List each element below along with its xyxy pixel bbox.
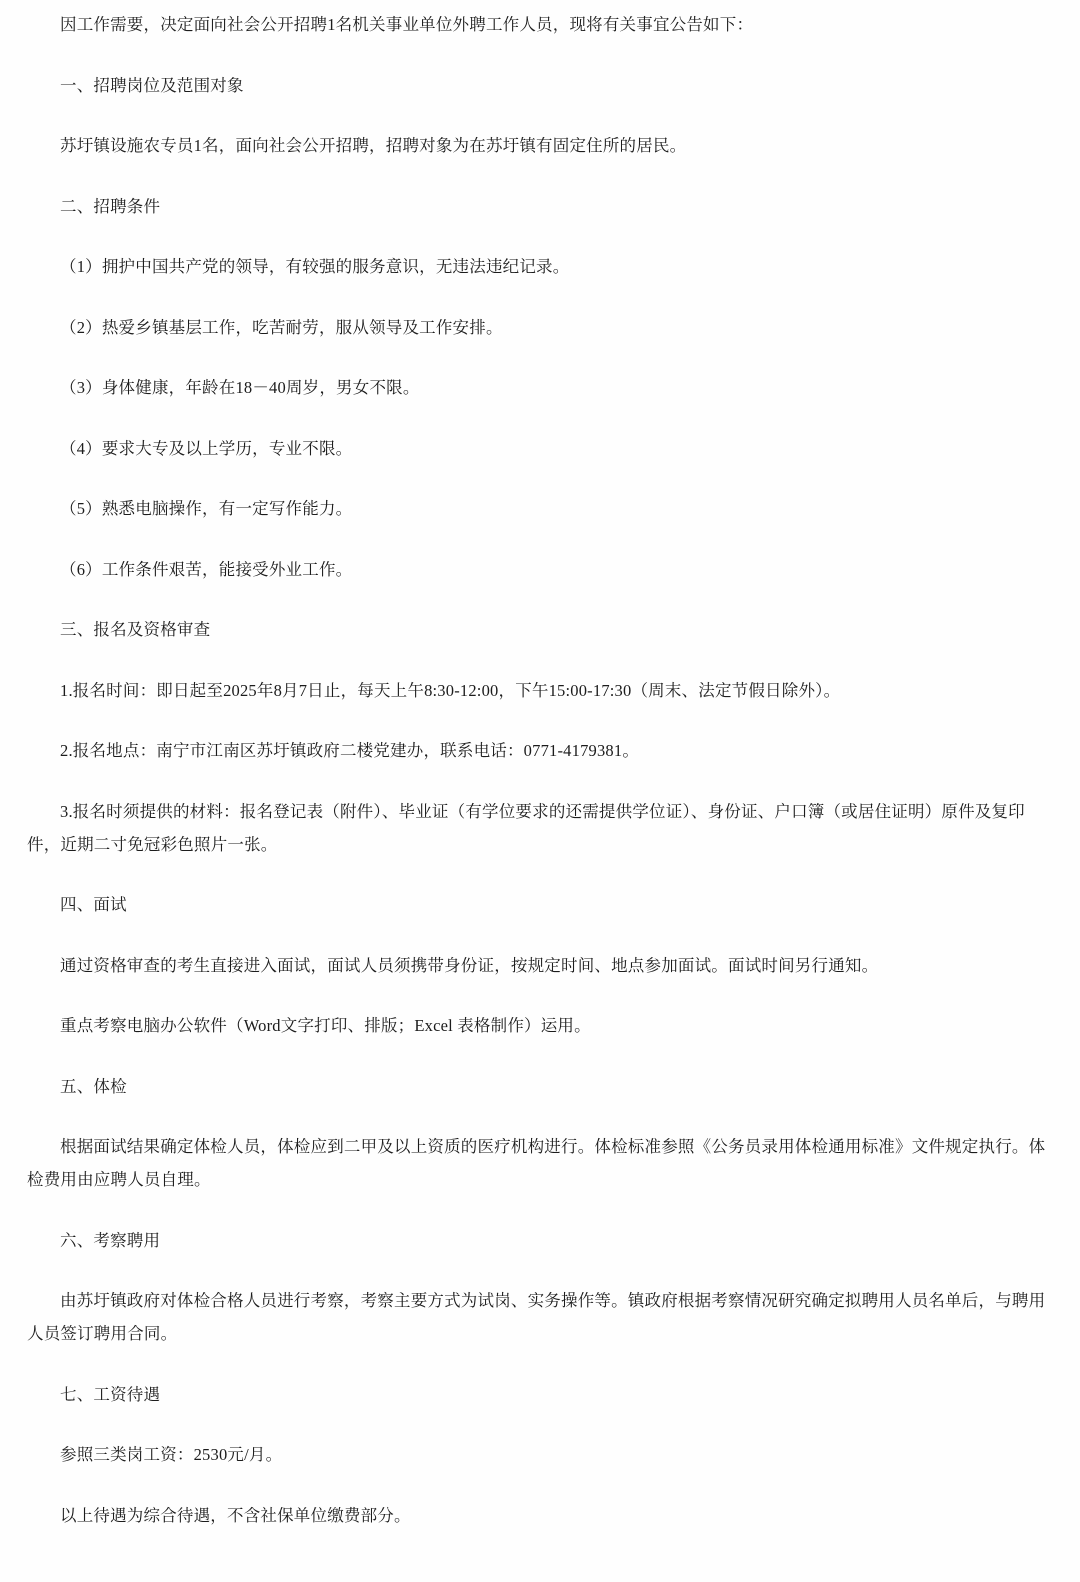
inspection-body: 由苏圩镇政府对体检合格人员进行考察，考察主要方式为试岗、实务操作等。镇政府根据考察情况研究确定拟聘用人员名单后，与聘用人员签订聘用合同。 <box>27 1291 1046 1343</box>
condition-item-5: （5）熟悉电脑操作，有一定写作能力。 <box>60 499 353 518</box>
section-4-heading: 四、面试 <box>60 895 127 914</box>
salary-note: 以上待遇为综合待遇，不含社保单位缴费部分。 <box>60 1505 411 1525</box>
condition-item-1: （1）拥护中国共产党的领导，有较强的服务意识，无违法违纪记录。 <box>60 257 570 276</box>
interview-focus: 重点考察电脑办公软件（Word文字打印、排版；Excel 表格制作）运用。 <box>60 1016 591 1035</box>
registration-materials: 3.报名时须提供的材料：报名登记表（附件）、毕业证（有学位要求的还需提供学位证）、身份证、户口簿（或居住证明）原件及复印件，近期二寸免冠彩色照片一张。 <box>27 801 1025 854</box>
registration-time: 1.报名时间：即日起至2025年8月7日止，每天上午8:30-12:00，下午15:00-17:30（周末、法定节假日除外）。 <box>60 680 841 700</box>
condition-item-6: （6）工作条件艰苦，能接受外业工作。 <box>60 559 353 579</box>
interview-body: 通过资格审查的考生直接进入面试，面试人员须携带身份证，按规定时间、地点参加面试。面试时间另行通知。 <box>60 955 879 975</box>
condition-item-4: （4）要求大专及以上学历，专业不限。 <box>60 438 353 458</box>
physical-exam-body: 根据面试结果确定体检人员，体检应到二甲及以上资质的医疗机构进行。体检标准参照《公务员录用体检通用标准》文件规定执行。体检费用由应聘人员自理。 <box>27 1137 1046 1189</box>
registration-location: 2.报名地点：南宁市江南区苏圩镇政府二楼党建办，联系电话：0771-4179381。 <box>60 741 640 760</box>
section-5-heading: 五、体检 <box>60 1076 127 1096</box>
intro-paragraph: 因工作需要，决定面向社会公开招聘1名机关事业单位外聘工作人员，现将有关事宜公告如下： <box>60 15 754 34</box>
section-6-heading: 六、考察聘用 <box>60 1230 161 1250</box>
section-7-heading: 七、工资待遇 <box>60 1384 161 1404</box>
section-1-heading: 一、招聘岗位及范围对象 <box>60 75 244 95</box>
section-3-heading: 三、报名及资格审查 <box>60 620 211 639</box>
section-1-body: 苏圩镇设施农专员1名，面向社会公开招聘，招聘对象为在苏圩镇有固定住所的居民。 <box>60 136 687 155</box>
condition-item-3: （3）身体健康，年龄在18－40周岁，男女不限。 <box>60 378 420 397</box>
section-2-heading: 二、招聘条件 <box>60 196 161 216</box>
salary-body: 参照三类岗工资：2530元/月。 <box>60 1445 283 1464</box>
condition-item-2: （2）热爱乡镇基层工作，吃苦耐劳，服从领导及工作安排。 <box>60 317 503 337</box>
